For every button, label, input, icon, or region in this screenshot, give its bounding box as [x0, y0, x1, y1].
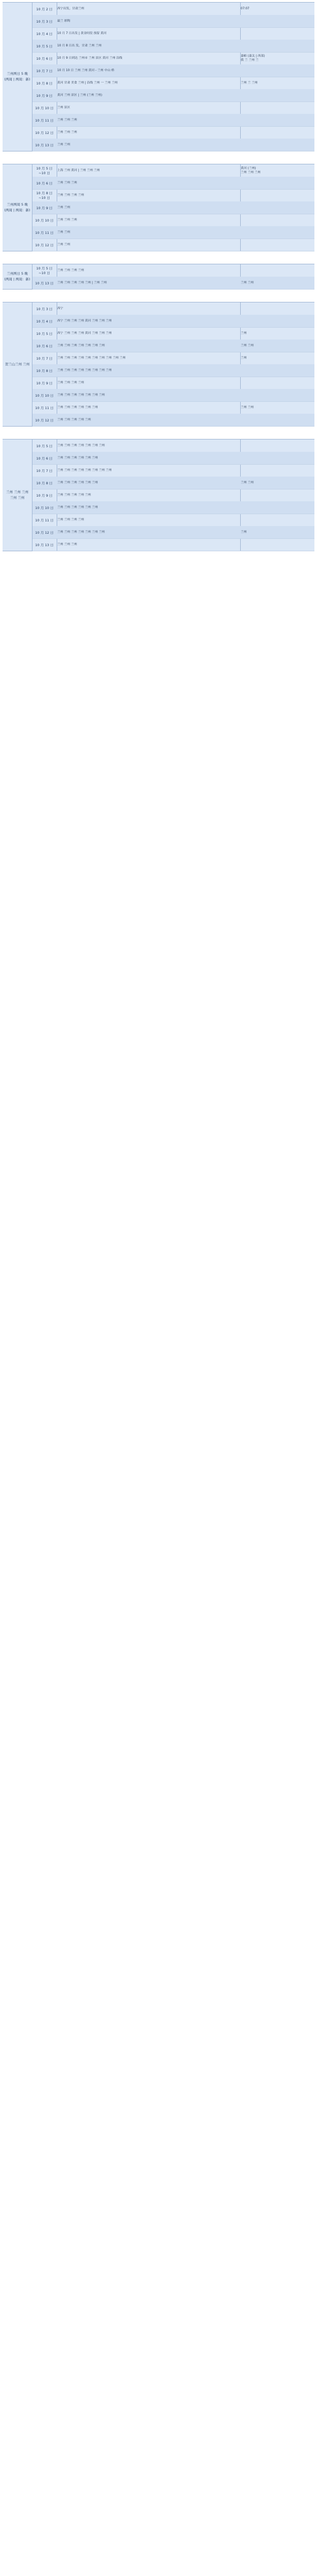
itinerary-row [32, 538, 314, 551]
row-date: 10 月 6 日 [36, 56, 53, 61]
row-detail: 10 月 7 日出发 | 黄金时段 预留 黄河 [57, 31, 107, 35]
row-note [241, 315, 313, 327]
row-detail: 黄河 兰州 景区 | 兰州 (兰州 兰州) [57, 93, 103, 97]
itinerary-row [32, 201, 314, 214]
group-label: 兰州两日 5 晚 (两周 | 两周：新) [4, 72, 30, 81]
row-note [241, 364, 313, 377]
itinerary-row [32, 401, 314, 414]
row-date: 10 月 13 日 [35, 143, 54, 147]
row-date: 10 月 11 日 [35, 405, 54, 410]
row-detail: 10 月 9 日到达 兰州市 兰州 景区 黄河 兰州 沿线 [57, 56, 123, 60]
row-note [241, 452, 313, 464]
row-detail: 西宁 兰州 兰州 兰州 黄河 兰州 兰州 兰州 [57, 331, 112, 335]
row-date: 10 月 4 日 [36, 319, 53, 324]
row-note: 兰州 兰 兰州 [241, 81, 258, 84]
row-date: 10 月 8 日 ~10 日 [36, 191, 53, 200]
row-detail: 兰州 兰州 兰州 兰州 兰州 兰州 兰州 [57, 393, 105, 397]
itinerary-row [32, 139, 314, 151]
row-detail: 兰州 兰州 兰州 兰州 兰州 兰州 [57, 481, 98, 484]
itinerary-block [3, 439, 314, 551]
row-note: 兰州 兰州 [241, 281, 254, 284]
row-date: 10 月 7 日 [36, 356, 53, 361]
itinerary-row [32, 389, 314, 402]
row-note: 嘉峪 (嘉关 | 西部) 我 兰 兰州 兰 [241, 54, 265, 62]
row-date: 10 月 12 日 [35, 530, 54, 535]
row-detail: 西宁 [57, 307, 63, 310]
row-note [241, 64, 313, 77]
row-detail: 兰州 兰州 兰州 兰州 兰州 | 兰州 兰州 [57, 281, 107, 284]
row-date: 10 月 7 日 [36, 69, 53, 73]
row-note: 兰州 [241, 331, 247, 335]
itinerary-block [3, 302, 314, 427]
row-date: 10 月 4 日 [36, 31, 53, 36]
itinerary-row [32, 302, 314, 315]
row-detail: 兰州 兰州 兰州 兰州 兰州 兰州 兰州 兰州 [57, 368, 112, 372]
row-detail: 兰州 兰州 兰州 兰州 兰州 兰州 兰州 [57, 444, 105, 447]
row-date: 10 月 9 日 [36, 93, 53, 98]
itinerary-row [32, 264, 314, 277]
row-note [241, 239, 313, 251]
row-note [241, 126, 313, 139]
row-note: 兰州 兰州 [241, 405, 254, 409]
row-note: 兰州 兰州 [241, 481, 254, 484]
row-date: 10 月 9 日 [36, 206, 53, 210]
row-date: 10 月 11 日 [35, 230, 54, 235]
row-note [241, 439, 313, 452]
row-detail: 兰州 兰州 兰州 [57, 118, 77, 122]
row-note [241, 414, 313, 426]
itinerary-row [32, 277, 314, 290]
row-detail: 10 月 8 日出 发，甘肃 兰州 兰州 [57, 44, 102, 47]
itinerary-row [32, 15, 314, 28]
row-detail: 兰州 兰州 兰州 兰州 兰州 兰州 [57, 505, 98, 509]
row-note [241, 389, 313, 401]
row-detail: 兰州 兰州 兰州 兰州 兰州 兰州 兰州 [57, 530, 105, 534]
row-date: 10 月 9 日 [36, 381, 53, 385]
row-detail: 兰州 兰州 兰州 兰州 兰州 兰州 兰州 兰州 兰州 兰州 [57, 356, 126, 360]
itinerary-row [32, 239, 314, 251]
itinerary-row [32, 114, 314, 127]
row-note [241, 264, 313, 277]
itinerary-row [32, 3, 314, 15]
row-detail: 兰州 兰州 兰州 [57, 543, 77, 546]
row-note [241, 302, 313, 315]
row-note: 兰州 [241, 530, 247, 534]
itinerary-row [32, 414, 314, 427]
row-note [241, 377, 313, 389]
row-date: 10 月 2 日 [36, 7, 53, 11]
row-date: 10 月 8 日 [36, 481, 53, 485]
group-label: 兰州两周 5 晚 (两周 | 两周：新) [4, 202, 30, 212]
row-detail: 10 月 10 日 兰州 兰州 黄河 - 兰州 中山 桥 [57, 69, 114, 72]
itinerary-row [32, 489, 314, 502]
row-date: 10 月 8 日 [36, 368, 53, 373]
itinerary-block [3, 2, 314, 151]
itinerary-row [32, 315, 314, 328]
itinerary-row [32, 364, 314, 377]
itinerary-row [32, 27, 314, 40]
row-detail: 兰州 兰州 兰州 [57, 218, 77, 222]
itinerary-row [32, 327, 314, 340]
row-date: 10 月 10 日 [35, 106, 54, 110]
row-detail: 兰州 兰州 [57, 230, 71, 234]
itinerary-row [32, 126, 314, 139]
row-detail: 兰州 兰州 兰州 兰州 [57, 193, 84, 197]
group-label: 贺兰山兰州 兰州 [5, 362, 30, 366]
row-note [241, 27, 313, 40]
row-detail: 兰州 兰州 兰州 兰州 [57, 268, 84, 272]
itinerary-block [3, 164, 314, 251]
row-detail: 兰州 兰州 兰州 兰州 兰州 兰州 兰州 兰州 [57, 468, 112, 472]
row-detail: 兰州 兰州 [57, 243, 71, 246]
row-date: 10 月 8 日 [36, 81, 53, 86]
row-detail: 兰州 兰州 兰州 兰州 兰州 兰州 [57, 405, 98, 409]
row-date: 10 月 5 日 [36, 331, 53, 336]
itinerary-row [32, 52, 314, 65]
row-date: 10 月 12 日 [35, 418, 54, 422]
row-date: 10 月 5 日 [36, 444, 53, 448]
itinerary-row [32, 177, 314, 190]
row-date: 10 月 6 日 [36, 181, 53, 185]
row-date: 10 月 13 日 [35, 543, 54, 547]
row-date: 10 月 9 日 [36, 493, 53, 498]
row-detail: 西宁出发，甘肃兰州 [57, 7, 85, 10]
group-label: 兰州两日 5 晚 (两周 | 两周：新) [4, 272, 30, 281]
row-note [241, 226, 313, 239]
row-note [241, 114, 313, 126]
row-detail: 兰州 兰州 兰州 兰州 兰州 兰州 [57, 456, 98, 460]
row-note [241, 40, 313, 52]
row-note [241, 501, 313, 514]
row-detail: 最兰 彩陶 [57, 19, 71, 23]
itinerary-row [32, 40, 314, 53]
itinerary-row [32, 226, 314, 239]
row-date: 10 月 11 日 [35, 518, 54, 522]
itinerary-row [32, 377, 314, 389]
row-date: 10 月 10 日 [35, 218, 54, 223]
row-note: 07:07 [241, 7, 249, 10]
row-date: 10 月 6 日 [36, 456, 53, 461]
row-note [241, 538, 313, 551]
row-date: 10 月 12 日 [35, 243, 54, 247]
row-note [241, 464, 313, 477]
itinerary-row [32, 501, 314, 514]
itinerary-row [32, 464, 314, 477]
itinerary-row [32, 514, 314, 527]
itinerary-row [32, 101, 314, 114]
row-detail: 上海 兰州 黄河 | 兰州 兰州 兰州 [57, 168, 100, 172]
row-detail: 兰州 兰州 兰州 [57, 130, 77, 134]
row-date: 10 月 11 日 [35, 118, 54, 123]
row-detail: 兰州 兰州 [57, 143, 71, 146]
row-note [241, 514, 313, 526]
row-detail: 兰州 兰州 [57, 206, 71, 209]
row-date: 10 月 3 日 [36, 307, 53, 311]
row-note: 兰州 [241, 356, 247, 360]
row-date: 10 月 3 日 [36, 19, 53, 24]
row-note [241, 89, 313, 101]
row-date: 10 月 13 日 [35, 281, 54, 285]
itinerary-row [32, 189, 314, 202]
row-note [241, 189, 313, 201]
row-detail: 黄河 甘肃 美食 兰州 | 沿线 兰州 一 兰州 兰州 [57, 81, 118, 84]
itinerary-block [3, 264, 314, 290]
row-note [241, 177, 313, 189]
row-date: 10 月 12 日 [35, 130, 54, 135]
row-date: 10 月 7 日 [36, 468, 53, 473]
row-note: 黄河 (兰州) 兰州 兰州 兰州 [241, 166, 261, 174]
row-detail: 兰州 兰州 兰州 兰州 [57, 381, 84, 384]
row-date: 10 月 6 日 [36, 344, 53, 348]
itinerary-row [32, 452, 314, 465]
row-detail: 兰州 兰州 兰州 兰州 兰州 [57, 418, 91, 421]
row-note [241, 139, 313, 151]
group-label: 兰州 兰州 兰州 兰州 兰州 [6, 490, 29, 500]
row-note [241, 101, 313, 114]
itinerary-row [32, 164, 314, 177]
row-date: 10 月 5 日 [36, 44, 53, 48]
row-note: 兰州 兰州 [241, 344, 254, 347]
row-detail: 兰州 兰州 兰州 [57, 181, 77, 184]
row-detail: 兰州 兰州 兰州 兰州 兰州 [57, 493, 91, 497]
itinerary-row [32, 77, 314, 90]
row-note [241, 214, 313, 226]
row-date: 10 月 5 日 ~10 日 [36, 166, 53, 175]
itinerary-row [32, 477, 314, 489]
row-detail: 西宁 兰州 兰州 兰州 黄河 兰州 兰州 兰州 [57, 319, 112, 323]
row-detail: 兰州 兰州 兰州 兰州 [57, 518, 84, 521]
row-note [241, 15, 313, 27]
row-note [241, 201, 313, 214]
row-note [241, 489, 313, 501]
itinerary-row [32, 214, 314, 227]
row-date: 10 月 10 日 [35, 393, 54, 398]
itinerary-row [32, 352, 314, 365]
itinerary-row [32, 340, 314, 352]
row-detail: 兰州 兰州 兰州 兰州 兰州 兰州 兰州 [57, 344, 105, 347]
itinerary-row [32, 526, 314, 539]
row-date: 10 月 5 日 ~10 日 [36, 266, 53, 275]
itinerary-row [32, 439, 314, 452]
itinerary-row [32, 64, 314, 77]
row-detail: 兰州 景区 [57, 106, 71, 109]
row-date: 10 月 10 日 [35, 505, 54, 510]
itinerary-row [32, 89, 314, 102]
